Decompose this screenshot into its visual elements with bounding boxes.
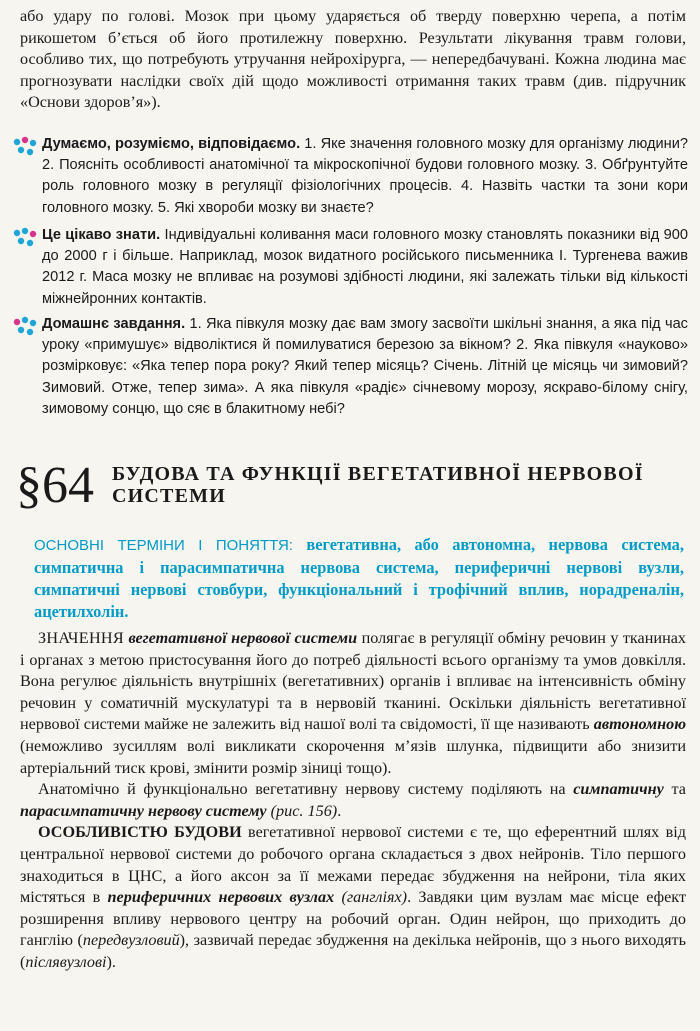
questions-block bbox=[12, 134, 688, 219]
section-title: БУДОВА ТА ФУНКЦІЇ ВЕГЕТАТИВНОЇ НЕРВОВОЇ СИСТЕМИ bbox=[112, 463, 644, 507]
block-heading: Це цікаво знати. bbox=[42, 227, 161, 243]
block-text: Індивідуальні коливання маси головного мозку становлять показники від 900 до 2000 г і більше. Наприклад, мозок видатного російського письменника І. Тургенева важив 2012 г. Маса мозку не впливає на розумові здібності людини, які залежать тільки від кількості міжнейронних контактів. bbox=[42, 227, 688, 307]
interesting-facts-block bbox=[12, 225, 688, 310]
dots-icon bbox=[12, 136, 38, 158]
section-body bbox=[20, 628, 686, 974]
paragraph-significance: ЗНАЧЕННЯ вегетативної нервової системи полягає в регуляції обміну речовин у тканинах і органах з метою пристосування його до потреб діяльності всього організму та умов довкілля. Вона регулює діяльність внутрішніх (вегетативних) органів і впливає на інтенсивність обміну речовин у соматичній мускулатурі та в нервовій тканині. Оскільки діяльність вегетативної нервової системи майже не залежить від нашої волі та свідомості, її ще називають автономною (неможливо зусиллям волі викликати скорочення м’язів шлунка, підвищити або знизити артеріальний тиск крові, змінити розмір зіниці тощо). bbox=[20, 629, 687, 777]
block-heading: Думаємо, розуміємо, відповідаємо. bbox=[42, 136, 301, 152]
block-heading: Домашнє завдання. bbox=[42, 316, 186, 332]
dots-icon bbox=[12, 227, 38, 249]
block-text: 1. Яке значення головного мозку для організму людини? 2. Поясніть особливості анатомічної та мікроскопічної будови головного мозку. 3. Обґрунтуйте роль головного мозку в регуляції фізіологічних процесів. 4. Назвіть частки та зони кори головного мозку. 5. Які хвороби мозку ви знаєте? bbox=[42, 136, 688, 216]
paragraph-structure: ОСОБЛИВІСТЮ БУДОВИ вегетативної нервової системи є те, що еферентний шлях від центральної нервової системи до робочого органа складається з двох нейронів. Тіло першого знаходиться в ЦНС, а його аксон за її межами передає збудження на нейрони, тіла яких містяться в периферичних нервових вузлах (гангліях). Завдяки цим вузлам має місце ефект розширення впливу нервового центру на робочий орган. Один нейрон, що приходить до ганглію (передвузловий), зазвичай передає збудження на декілька нейронів, що з нього виходять (післявузлові). bbox=[20, 823, 687, 971]
section-number: §64 bbox=[16, 457, 94, 514]
paragraph-division: Анатомічно й функціонально вегетативну нервову систему поділяють на симпатичну та парасимпатичну нервову систему (рис. 156). bbox=[20, 780, 686, 820]
key-terms-label: ОСНОВНІ ТЕРМІНИ І ПОНЯТТЯ: bbox=[34, 537, 293, 554]
intro-paragraph: або удару по голові. Мозок при цьому ударяється об тверду поверхню черепа, а потім рикошетом б’ється об його протилежну поверхню. Результати лікування травм голови, особливо тих, що потребують утручання нейрохірурга, — непередбачувані. Кожна людина має прогнозувати наслідки своїх дій щодо можливості отримання таких травм (див. підручник «Основи здоров’я»). bbox=[20, 7, 686, 112]
key-terms bbox=[34, 534, 684, 623]
key-terms-list: вегетативна, або автономна, нервова система, симпатична і парасимпатична нервова система, периферичні нервові вузли, симпатичні нервові стовбури, функціональний і трофічний вплив, норадреналін, ацетилхолін. bbox=[34, 535, 684, 621]
block-text: 1. Яка півкуля мозку дає вам змогу засвоїти шкільні знання, а яка під час уроку «примушує» відволіктися й помилуватися березою за вікном? 2. Яка півкуля «науково» розмірковує: «Яка тепер пора року? Який тепер місяць? Січень. Літній це місяць чи зимовий? Зимовий. Отже, тепер зима». А яка півкуля «радіє» січневому морозу, яскраво-білому снігу, зимовому сонцю, що сяє в блакитному небі? bbox=[42, 316, 688, 417]
homework-block bbox=[12, 314, 688, 420]
dots-icon bbox=[12, 316, 38, 338]
